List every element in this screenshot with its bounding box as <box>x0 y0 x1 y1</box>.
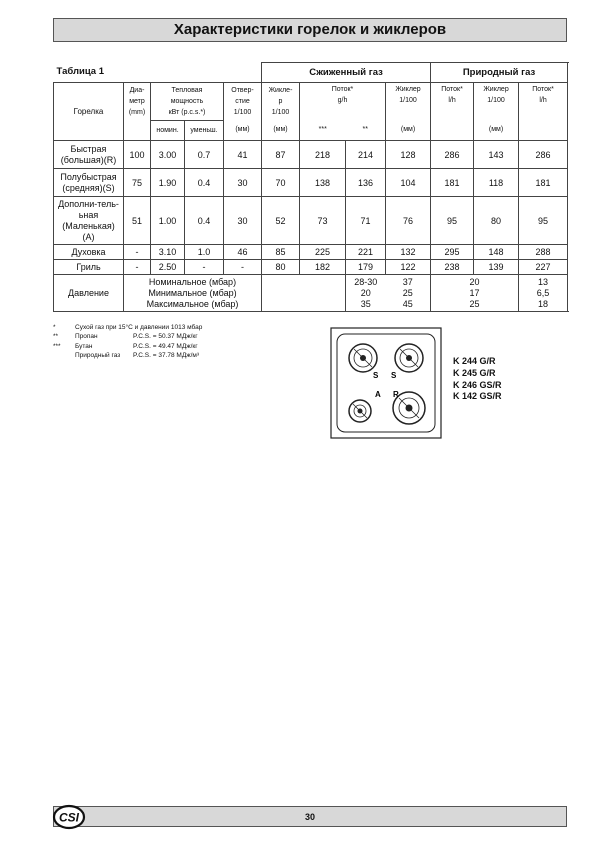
sub-mm-hole: (мм) <box>224 121 262 141</box>
col-jet-ng2: Жиклер 1/100 <box>474 83 519 121</box>
sub-nominal: номин. <box>151 121 185 141</box>
label-r: R <box>393 390 399 399</box>
label-a: A <box>375 390 381 399</box>
model-list <box>453 356 502 403</box>
row-name: Быстрая (большая)(R) <box>54 141 124 169</box>
footnote: * Сухой газ при 15°С и давлении 1013 мбар <box>53 324 203 331</box>
page-title-bar <box>53 18 567 42</box>
footnote: ** Пропан P.C.S. = 50.37 МДж/кг <box>53 333 198 341</box>
footnotes <box>53 323 202 361</box>
pressure-ng1: 20 17 25 <box>431 275 519 312</box>
page-number: 30 <box>304 812 315 822</box>
col-jet-ng1: Жиклер 1/100 <box>386 83 431 121</box>
table-row: Духовка - 3.10 1.0 46 85 225 221 132 295 148 288 <box>54 245 568 260</box>
footnote: Природный газ P.C.S. = 37.78 МДж/м³ <box>75 352 200 360</box>
col-jet-lpg: Жикле- р 1/100 <box>262 83 300 121</box>
footnote: *** Бутан P.C.S. = 49.47 МДж/кг <box>53 342 198 350</box>
col-flow-ng1: Поток* l/h <box>431 83 474 121</box>
burner-specs-table <box>53 62 568 312</box>
table-row: Полубыстрая (средняя)(S) 75 1.90 0.4 30 70 138 136 104 181 118 181 <box>54 169 568 197</box>
row-name: Духовка <box>54 245 124 260</box>
col-diameter: Диа- метр (mm) <box>124 83 151 121</box>
pressure-label: Давление <box>54 275 124 312</box>
col-thermal-power: Тепловая мощность кВт (p.c.s.*) <box>151 83 224 121</box>
svg-text:CSI: CSI <box>58 810 80 825</box>
col-flow-ng2: Поток* l/h <box>519 83 568 121</box>
model-item: K 246 GS/R <box>453 379 502 390</box>
burner-bottom-left-icon <box>349 400 371 422</box>
page-title: Характеристики горелок и жиклеров <box>173 21 447 38</box>
table-label: Таблица 1 <box>54 63 262 83</box>
model-item: K 244 G/R <box>453 356 496 366</box>
sub-butane: *** <box>300 121 346 141</box>
col-hole: Отвер- стие 1/100 <box>224 83 262 121</box>
label-s-right: S <box>391 371 397 380</box>
table-row: Гриль - 2.50 - - 80 182 179 122 238 139 227 <box>54 260 568 275</box>
pressure-row <box>54 275 568 312</box>
burner-top-left-icon <box>349 344 377 372</box>
pressure-types: Номинальное (мбар) Минимальное (мбар) Максимальное (мбар) <box>124 275 262 312</box>
sub-mm-ng1: (мм) <box>386 121 431 141</box>
pressure-butane: 28-30 20 35 <box>346 275 386 312</box>
model-item: K 142 GS/R <box>453 391 502 402</box>
pressure-propane: 37 25 45 <box>386 275 431 312</box>
sub-reduced: уменьш. <box>185 121 224 141</box>
sub-propane: ** <box>346 121 386 141</box>
sub-mm-jet: (мм) <box>262 121 300 141</box>
sub-mm-ng2: (мм) <box>474 121 519 141</box>
label-s-left: S <box>373 371 379 380</box>
col-burner: Горелка <box>54 83 124 141</box>
table-row: Дополни-тель- ьная (Маленькая) (A) 51 1.00 0.4 30 52 73 71 76 95 80 95 <box>54 197 568 245</box>
row-name: Полубыстрая (средняя)(S) <box>54 169 124 197</box>
col-flow-lpg: Поток* g/h <box>300 83 386 121</box>
burner-top-right-icon <box>395 344 423 372</box>
row-name: Дополни-тель- ьная (Маленькая) (A) <box>54 197 124 245</box>
hob-diagram <box>330 327 442 439</box>
lpg-header: Сжиженный газ <box>262 63 431 83</box>
pressure-ng2: 13 6,5 18 <box>519 275 568 312</box>
table-row: Быстрая (большая)(R) 100 3.00 0.7 41 87 218 214 128 286 143 286 <box>54 141 568 169</box>
model-item: K 245 G/R <box>453 367 496 378</box>
ng-header: Природный газ <box>431 63 568 83</box>
row-name: Гриль <box>54 260 124 275</box>
footer-bar <box>53 806 567 827</box>
